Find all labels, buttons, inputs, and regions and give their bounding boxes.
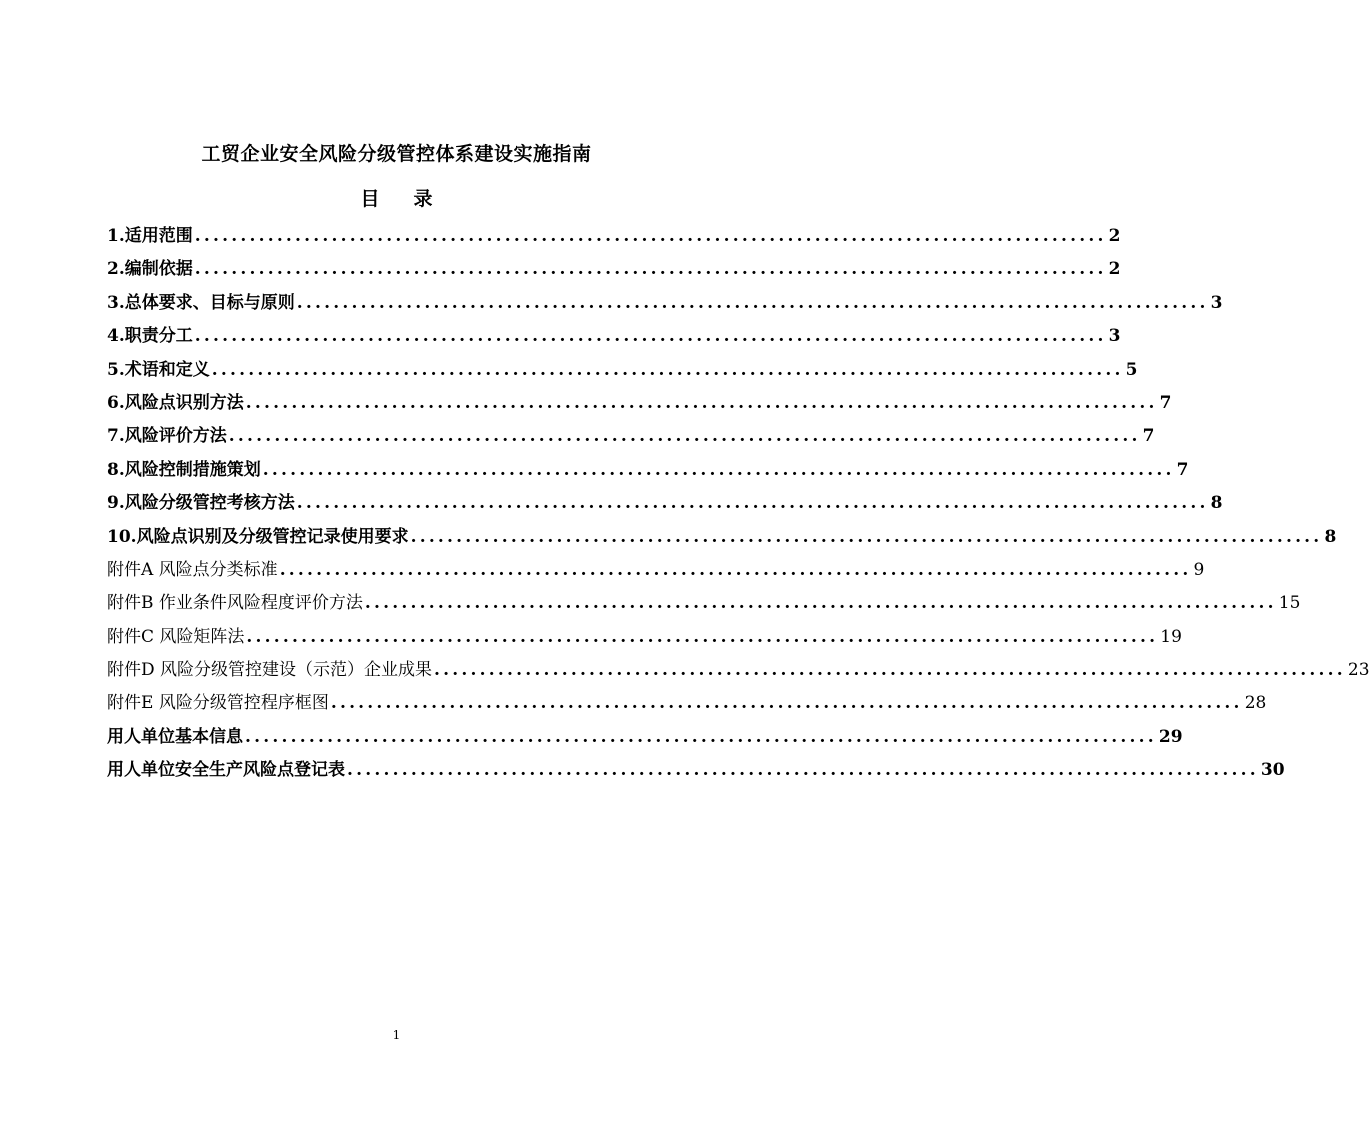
toc-entry[interactable] — [107, 456, 1189, 489]
toc-leader-dots: .................................................................................................... — [245, 726, 1157, 747]
toc-entry-title: 用人单位基本信息 — [107, 726, 243, 747]
toc-entry-page: 7 — [1159, 392, 1172, 413]
toc-heading-left: 目 — [360, 188, 380, 210]
toc-entry-page: 3 — [1108, 326, 1121, 347]
toc-entry[interactable] — [107, 289, 1223, 322]
toc-entry-page: 3 — [1210, 292, 1223, 313]
toc-entry-page: 30 — [1260, 760, 1285, 781]
toc-leader-dots: .................................................................................................... — [279, 559, 1192, 580]
toc-entry[interactable] — [107, 389, 1172, 422]
toc-entry[interactable] — [107, 689, 1267, 722]
toc-entry-title: 2.编制依据 — [107, 259, 193, 280]
toc-entry-title: 8.风险控制措施策划 — [107, 459, 261, 480]
toc-entry-page: 23 — [1347, 660, 1370, 681]
toc-leader-dots: .................................................................................................... — [194, 259, 1107, 280]
toc-entry-title: 1.适用范围 — [107, 226, 193, 246]
toc-entry-title: 6.风险点识别方法 — [107, 392, 244, 413]
toc-entry-title: 3.总体要求、目标与原则 — [107, 292, 295, 313]
toc-entry-page: 9 — [1193, 559, 1205, 580]
toc-entry-title: 9.风险分级管控考核方法 — [107, 493, 295, 514]
toc-leader-dots: .................................................................................................... — [194, 226, 1107, 246]
toc-entry-title: 7.风险评价方法 — [107, 426, 227, 447]
toc-entry-title: 用人单位安全生产风险点登记表 — [107, 760, 345, 781]
toc-entry-title: 附件E 风险分级管控程序框图 — [107, 693, 329, 714]
toc-entry[interactable] — [107, 489, 1223, 522]
toc-leader-dots: .................................................................................................... — [194, 326, 1107, 347]
toc-entry-page: 29 — [1158, 726, 1183, 747]
toc-entry[interactable] — [107, 623, 1182, 656]
toc-entry-title: 10.风险点识别及分级管控记录使用要求 — [107, 526, 409, 547]
toc-leader-dots: .................................................................................................... — [246, 626, 1159, 647]
toc-entry-title: 附件D 风险分级管控建设（示范）企业成果 — [107, 660, 433, 681]
toc-entry-title: 附件B 作业条件风险程度评价方法 — [107, 593, 363, 614]
toc-entry[interactable] — [107, 556, 1205, 589]
toc-leader-dots: .................................................................................................... — [330, 693, 1243, 714]
toc-entry[interactable] — [107, 756, 1285, 789]
toc-entry-page: 15 — [1278, 593, 1301, 614]
toc-leader-dots: .................................................................................................... — [228, 426, 1141, 447]
toc-leader-dots: .................................................................................................... — [262, 459, 1175, 480]
toc-leader-dots: .................................................................................................... — [410, 526, 1323, 547]
toc-entry[interactable] — [107, 222, 1121, 255]
toc-leader-dots: .................................................................................................... — [245, 392, 1158, 413]
toc-entry[interactable] — [107, 422, 1155, 455]
toc-heading — [0, 186, 793, 212]
document-title: 工贸企业安全风险分级管控体系建设实施指南 — [201, 143, 592, 165]
toc-entry[interactable] — [107, 723, 1183, 756]
toc-entry-title: 附件A 风险点分类标准 — [107, 559, 278, 580]
toc-entry-page: 8 — [1210, 493, 1223, 514]
toc-entry-page: 8 — [1324, 526, 1337, 547]
toc-leader-dots: .................................................................................................... — [364, 593, 1277, 614]
toc-entry-title: 5.术语和定义 — [107, 359, 210, 380]
toc-leader-dots: .................................................................................................... — [434, 660, 1346, 681]
toc-entry-title: 附件C 风险矩阵法 — [107, 626, 245, 647]
toc-entry[interactable] — [107, 356, 1138, 389]
toc-entry[interactable] — [107, 523, 1337, 556]
toc-leader-dots: .................................................................................................... — [296, 292, 1209, 313]
toc-entry[interactable] — [107, 322, 1121, 355]
toc-entry-page: 19 — [1160, 626, 1182, 647]
toc-heading-right: 录 — [413, 188, 433, 210]
toc-entry-page: 7 — [1142, 426, 1155, 447]
toc-leader-dots: .................................................................................................... — [211, 359, 1124, 380]
toc-leader-dots: .................................................................................................... — [296, 493, 1209, 514]
toc-leader-dots: .................................................................................................... — [347, 760, 1259, 781]
toc-entry-page: 28 — [1244, 693, 1267, 714]
toc-entry[interactable] — [107, 656, 1370, 689]
toc-entry[interactable] — [107, 255, 1121, 288]
table-of-contents — [107, 222, 1370, 790]
toc-entry-page: 5 — [1125, 359, 1138, 380]
toc-entry-page: 2 — [1108, 226, 1121, 246]
toc-entry[interactable] — [107, 589, 1301, 622]
page-number: 1 — [392, 1028, 401, 1042]
toc-entry-page: 7 — [1176, 459, 1189, 480]
toc-entry-title: 4.职责分工 — [107, 326, 193, 347]
toc-entry-page: 2 — [1108, 259, 1121, 280]
